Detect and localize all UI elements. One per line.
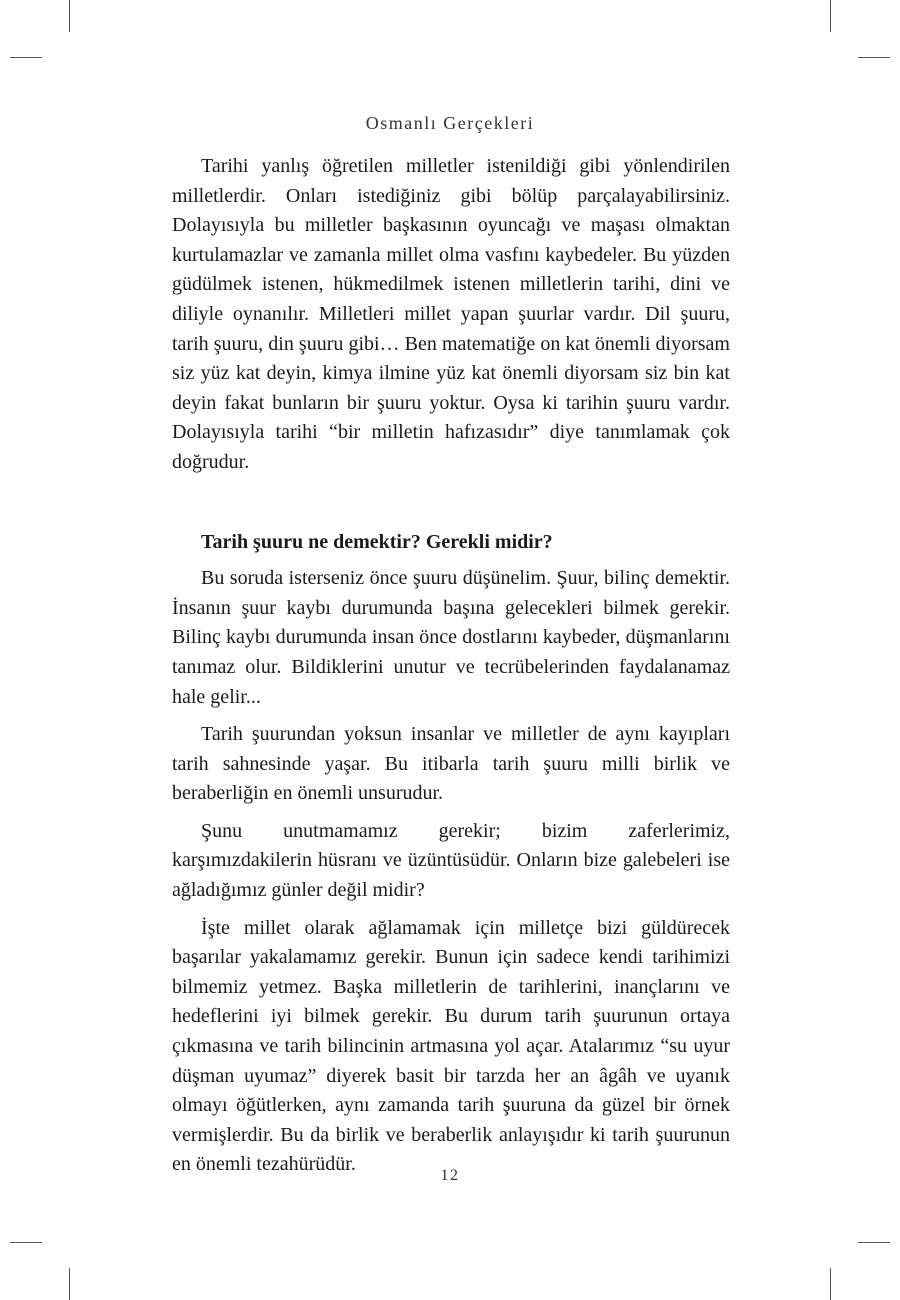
running-head: Osmanlı Gerçekleri xyxy=(365,113,535,133)
body-paragraph: Bu soruda isterseniz önce şuuru düşünelim. Şuur, bilinç demektir. İnsanın şuur kaybı durumunda başına gelecekleri bilmek gerekir. Bilinç kaybı durumunda insan önce dostlarını kaybeder, düşmanlarını tanımaz olur. Bildiklerini unutur ve tecrübelerinden faydalanamaz hale gelir... xyxy=(172,567,730,708)
body-paragraph: Tarihi yanlış öğretilen milletler istenildiği gibi yönlendirilen milletlerdir. Onları istediğiniz gibi bölüp parçalayabilirsiniz. Dolayısıyla bu milletler başkasının oyuncağı ve maşası olmaktan kurtulamazlar ve zamanla millet olma vasfını kaybedeler. Bu yüzden güdülmek istenen, hükmedilmek istenen milletlerin tarihi, dini ve diliyle oynanılır. Milletleri millet yapan şuurlar vardır. Dil şuuru, tarih şuuru, din şuuru gibi… Ben matematiğe on kat önemli diyorsam siz yüz kat deyin, kimya ilmine yüz kat önemli diyorsam siz bin kat deyin fakat bunların bir şuuru yoktur. Oysa ki tarihin şuuru vardır. Dolayısıyla tarihi “bir milletin hafızasıdır” diye tanımlamak çok doğrudur. xyxy=(172,155,730,473)
crop-mark-right-bottom xyxy=(858,1242,890,1243)
crop-mark-right-top xyxy=(858,57,890,58)
body-paragraph: Şunu unutmamamız gerekir; bizim zaferlerimiz, karşımızdakilerin hüsranı ve üzüntüsüdür. Onların bize galebeleri ise ağladığımız günler değil midir? xyxy=(172,819,730,902)
crop-mark-bottom-right xyxy=(830,1268,831,1300)
section-heading: Tarih şuuru ne demektir? Gerekli midir? xyxy=(201,530,553,553)
body-paragraph: İşte millet olarak ağlamamak için milletçe bizi güldürecek başarılar yakalamamız gerekir. Bunun için sadece kendi tarihimizi bilmemiz yetmez. Başka milletlerin de tarihlerini, inançlarını ve hedeflerini iyi bilmek gerekir. Bu durum tarih şuurunun ortaya çıkmasına ve tarih bilincinin artmasına yol açar. Atalarımız “su uyur düşman uyumaz” diyerek basit bir tarzda her an âgâh ve uyanık olmayı öğütlerken, aynı zamanda tarih şuuruna da güzel bir örnek vermişlerdir. Bu da birlik ve beraberlik anlayışıdır ki tarih şuurunun en önemli tezahürüdür. xyxy=(172,916,730,1176)
crop-mark-top-left xyxy=(69,0,70,32)
page-body xyxy=(172,152,730,1180)
crop-mark-bottom-left xyxy=(69,1268,70,1300)
crop-mark-left-top xyxy=(10,57,42,58)
page-number: 12 xyxy=(440,1167,460,1184)
crop-mark-top-right xyxy=(830,0,831,32)
body-paragraph: Tarih şuurundan yoksun insanlar ve milletler de aynı kayıpları tarih sahnesinde yaşar. Bu itibarla tarih şuuru milli birlik ve beraberliğin en önemli unsurudur. xyxy=(172,723,730,805)
crop-mark-left-bottom xyxy=(10,1242,42,1243)
